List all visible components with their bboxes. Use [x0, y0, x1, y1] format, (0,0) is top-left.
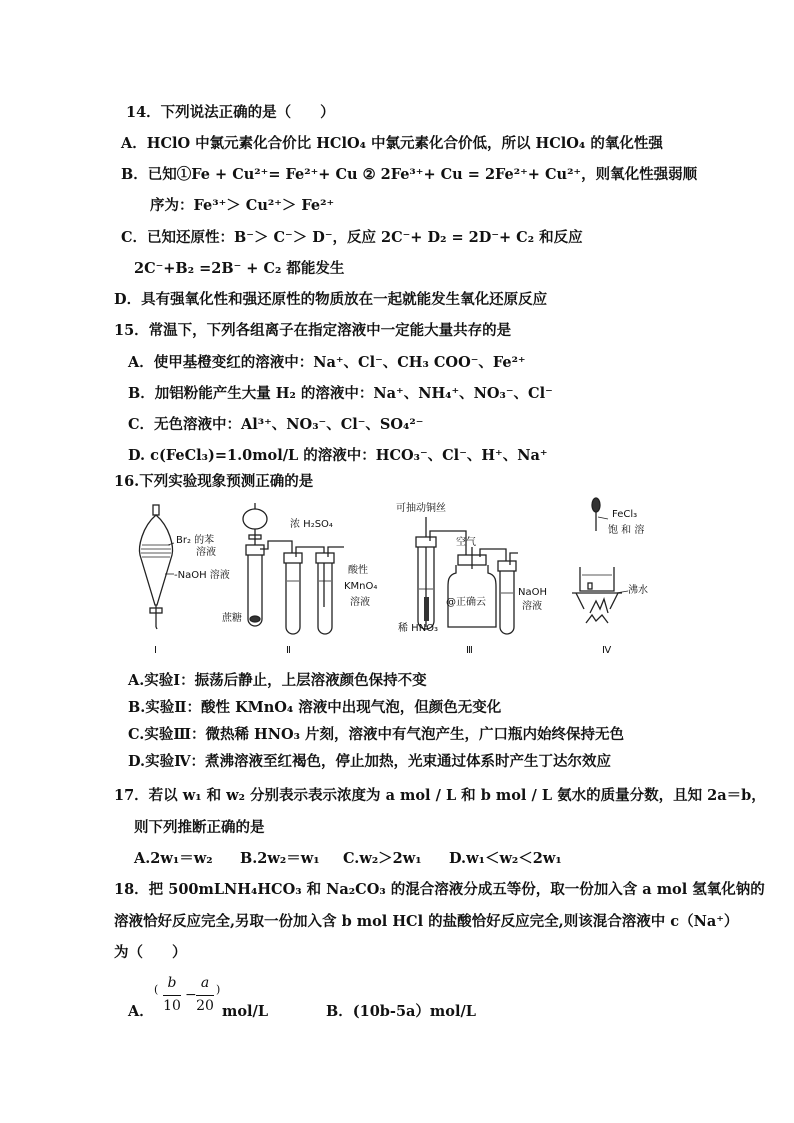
q18-option-b: B．(10b-5a）mol/L [326, 1003, 476, 1020]
label-saturated: 饱 和 溶 [608, 525, 645, 536]
q18-frac2-numerator: a [200, 975, 210, 991]
q16-option-d: D.实验Ⅳ：煮沸溶液至红褐色，停止加热，光束通过体系时产生丁达尔效应 [128, 753, 612, 770]
q17-option-a: A.2w₁＝w₂ [134, 850, 213, 867]
q18-lparen: ( [154, 983, 159, 996]
q15-option-c: C．无色溶液中：Al³⁺、NO₃⁻、Cl⁻、SO₄²⁻ [128, 416, 424, 433]
label-apparatus-1: Ⅰ [154, 645, 157, 656]
beaker-on-tripod-icon [572, 567, 628, 623]
q16-option-b: B.实验Ⅱ：酸性 KMnO₄ 溶液中出现气泡，但颜色无变化 [128, 699, 502, 716]
q18-rparen: ) [216, 983, 221, 996]
q18-stem-line1: 18．把 500mLNH₄HCO₃ 和 Na₂CO₃ 的混合溶液分成五等份，取一份加入含 a mol 氢氧化钠的 [114, 881, 765, 898]
label-acidic: 酸性 [348, 565, 368, 576]
q18-stem-line2: 溶液恰好反应完全,另取一份加入含 b mol HCl 的盐酸恰好反应完全,则该混合溶液中 c（Na⁺） [114, 913, 739, 930]
q15-option-b: B．加铝粉能产生大量 H₂ 的溶液中：Na⁺、NH₄⁺、NO₃⁻、Cl⁻ [128, 385, 553, 402]
q18-frac1-denominator: 10 [163, 998, 181, 1014]
label-kmno4-solution: 溶液 [350, 597, 370, 608]
label-naoh-solution-3: 溶液 [522, 601, 542, 612]
q18-frac2-bar [196, 995, 214, 996]
absorb-tube-icon [498, 553, 518, 634]
label-br2: Br₂ 的苯 [176, 535, 215, 546]
q18-stem-line3: 为（ ） [114, 944, 187, 961]
q18-minus: − [185, 987, 197, 1003]
label-naoh-solution: -NaOH 溶液 [174, 570, 230, 581]
q16-option-a: A.实验Ⅰ：振荡后静止，上层溶液颜色保持不变 [128, 672, 427, 689]
q16-stem: 16.下列实验现象预测正确的是 [114, 473, 314, 490]
label-sucrose: 蔗糖 [222, 613, 242, 624]
label-br2-solution: 溶液 [196, 547, 216, 558]
q14-option-b-line2: 序为：Fe³⁺＞ Cu²⁺＞ Fe²⁺ [150, 197, 335, 214]
q18-frac2-denominator: 20 [196, 998, 214, 1014]
wide-mouth-bottle-icon [448, 547, 506, 627]
q14-stem: 14．下列说法正确的是（ ） [126, 104, 335, 121]
q17-option-b: B.2w₂＝w₁ [240, 850, 320, 867]
q15-option-a: A．使甲基橙变红的溶液中：Na⁺、Cl⁻、CH₃ COO⁻、Fe²⁺ [128, 354, 526, 371]
q14-option-a: A．HClO 中氯元素化合价比 HClO₄ 中氯元素化合价低，所以 HClO₄ 的氧化性强 [121, 135, 663, 152]
q18-frac1-bar [163, 995, 181, 996]
copper-wire-tube-icon [416, 517, 466, 629]
q17-option-c: C.w₂＞2w₁ [343, 850, 422, 867]
label-fecl3: FeCl₃ [612, 509, 638, 520]
q17-option-d: D.w₁＜w₂＜2w₁ [449, 850, 562, 867]
label-apparatus-3: Ⅲ [466, 645, 473, 656]
q18-option-a-unit: mol/L [222, 1003, 269, 1020]
dropper-icon [592, 498, 608, 531]
q18-frac1-numerator: b [167, 975, 177, 991]
reaction-tube-icon [243, 503, 292, 626]
label-air: 空气 [456, 537, 476, 548]
q14-option-d: D．具有强氧化性和强还原性的物质放在一起就能发生氧化还原反应 [114, 291, 548, 308]
q17-stem-line2: 则下列推断正确的是 [134, 819, 265, 836]
label-watermark: @正确云 [446, 597, 486, 608]
q14-option-c-line2: 2C⁻+B₂ =2B⁻ + C₂ 都能发生 [134, 260, 345, 277]
q15-option-d: D. c(FeCl₃)=1.0mol/L 的溶液中：HCO₃⁻、Cl⁻、H⁺、Na⁺ [128, 447, 548, 464]
separatory-funnel-icon [140, 505, 173, 629]
q14-option-c-line1: C．已知还原性：B⁻＞ C⁻＞ D⁻，反应 2C⁻+ D₂ = 2D⁻+ C₂ 和反应 [121, 229, 583, 246]
q17-stem-line1: 17．若以 w₁ 和 w₂ 分别表示表示浓度为 a mol / L 和 b mol / L 氨水的质量分数，且知 2a＝b， [114, 787, 766, 804]
q16-option-c: C.实验Ⅲ：微热稀 HNO₃ 片刻，溶液中有气泡产生，广口瓶内始终保持无色 [128, 726, 625, 743]
q14-option-b-line1: B．已知①Fe + Cu²⁺= Fe²⁺+ Cu ② 2Fe³⁺+ Cu = 2Fe²⁺+ Cu²⁺，则氧化性强弱顺 [121, 166, 698, 183]
experiment-apparatus-figure [130, 497, 650, 659]
label-apparatus-2: Ⅱ [286, 645, 291, 656]
label-apparatus-4: Ⅳ [602, 645, 612, 656]
wash-tube-2-icon [316, 547, 344, 634]
label-kmno4: KMnO₄ [344, 581, 378, 592]
label-naoh: NaOH [518, 587, 547, 598]
label-dilute-hno3: 稀 HNO₃ [398, 623, 439, 634]
q15-stem: 15．常温下，下列各组离子在指定溶液中一定能大量共存的是 [114, 322, 512, 339]
q18-option-a-prefix: A． [128, 1003, 154, 1020]
label-conc-h2so4: 浓 H₂SO₄ [290, 519, 333, 530]
label-movable-copper: 可抽动铜丝 [396, 503, 446, 514]
label-boiling-water: 沸水 [628, 585, 648, 596]
